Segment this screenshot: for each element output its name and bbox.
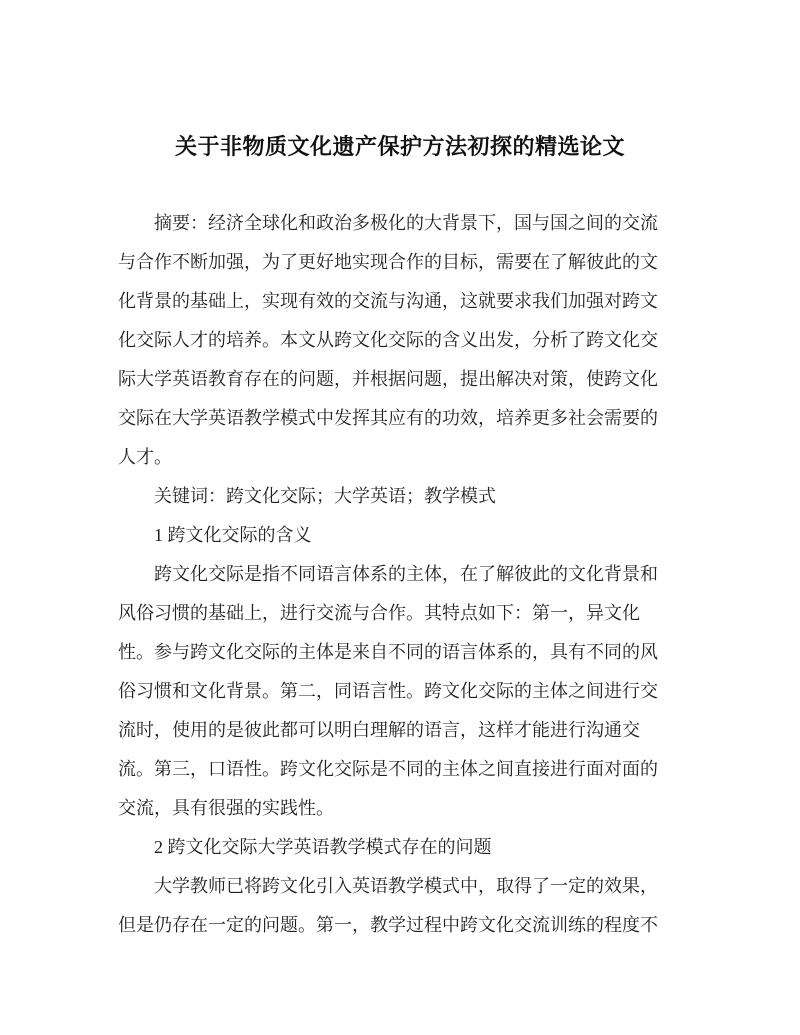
document-body [118, 204, 659, 945]
paragraph-section-2-body: 大学教师已将跨文化引入英语教学模式中，取得了一定的效果，但是仍存在一定的问题。第一，教学过程中跨文化交流训练的程度不 [118, 876, 658, 935]
document-title: 关于非物质文化遗产保护方法初探的精选论文 [174, 134, 625, 159]
paragraph-abstract: 摘要：经济全球化和政治多极化的大背景下，国与国之间的交流与合作不断加强，为了更好地实现合作的目标，需要在了解彼此的文化背景的基础上，实现有效的交流与沟通，这就要求我们加强对跨文化交际人才的培养。本文从跨文化交际的含义出发，分析了跨文化交际大学英语教育存在的问题，并根据问题，提出解决对策，使跨文化交际在大学英语教学模式中发挥其应有的功效，培养更多社会需要的人才。 [118, 213, 658, 467]
heading-section-2: 2 跨文化交际大学英语教学模式存在的问题 [154, 837, 492, 857]
paragraph-section-1-body: 跨文化交际是指不同语言体系的主体，在了解彼此的文化背景和风俗习惯的基础上，进行交流与合作。其特点如下：第一，异文化性。参与跨文化交际的主体是来自不同的语言体系的，具有不同的风俗习惯和文化背景。第二，同语言性。跨文化交际的主体之间进行交流时，使用的是彼此都可以明白理解的语言，这样才能进行沟通交流。第三，口语性。跨文化交际是不同的主体之间直接进行面对面的交流，具有很强的实践性。 [118, 564, 658, 818]
heading-section-1: 1 跨文化交际的含义 [154, 525, 312, 545]
paragraph-keywords: 关键词：跨文化交际；大学英语；教学模式 [154, 486, 496, 506]
